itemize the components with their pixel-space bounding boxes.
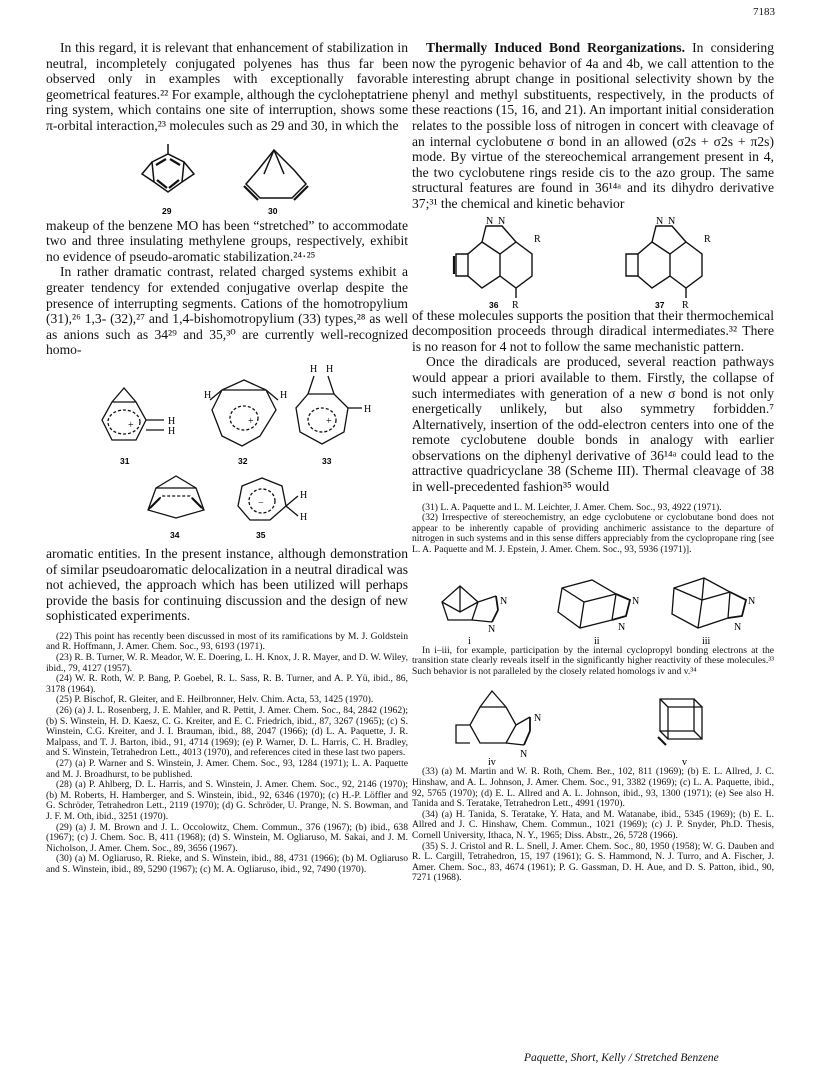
compound-label: 32 (238, 455, 248, 466)
footnote: (33) (a) M. Martin and W. R. Roth, Chem. Ber., 102, 811 (1969); (b) E. L. Allred, J. C. Hinshaw, and A. L. Johnson, J. Amer. Chem. Soc., 91, 3382 (1969); (c) L. A. Paquette, ibid., 92, 5765 (1970); (d) E. L. Allred and A. L. Johnson, ibid., 93, 1300 (1971); (e) See also H. Tanida and S. Teratake, Tetrahedron Lett., 4991 (1970). (412, 766, 774, 810)
running-footer: Paquette, Short, Kelly / Stretched Benzene (524, 1052, 719, 1064)
atom-N: N (498, 215, 506, 227)
atom-H: H (364, 403, 372, 415)
compound-label: iv (488, 757, 496, 768)
paragraph: of these molecules supports the position that their thermochemical decomposition proceeds through diradical intermediates.³² There is no reason for 4 not to follow the same mechanistic pattern. (412, 307, 774, 354)
paragraph: In this regard, it is relevant that enhancement of stabilization in neutral, incompletely conjugated polyenes has thus far been observed only in examples with exceptionally favorable geometrical features.²² For example, although the cycloheptatriene ring system, which contains one site of interruption, shows some π-orbital interaction,²³ molecules such as 29 and 30, in which the (46, 40, 408, 133)
atom-N: N (500, 595, 508, 607)
page-number: 7183 (753, 6, 775, 18)
atom-H: H (300, 511, 308, 523)
footnotes-left (46, 632, 408, 876)
atom-N: N (486, 215, 494, 227)
footnote: (35) S. J. Cristol and R. L. Snell, J. Amer. Chem. Soc., 80, 1950 (1958); W. G. Dauben and R. L. Cargill, Tetrahedron, 15, 197 (1961); G. S. Hammond, N. J. Turro, and A. Fischer, J. Amer. Chem. Soc., 83, 4674 (1961); P. G. Gassman, D. H. Aue, and D. S. Patton, ibid., 90, 7271 (1968). (412, 840, 774, 884)
atom-N: N (734, 621, 742, 633)
atom-H: H (326, 363, 334, 375)
atom-R: R (512, 299, 519, 308)
footnote: (22) This point has recently been discussed in most of its ramifications by M. J. Goldstein and R. Hoffmann, J. Amer. Chem. Soc., 93, 6193 (1971). (46, 630, 408, 653)
atom-N: N (632, 595, 640, 607)
footnote: (30) (a) M. Ogliaruso, R. Rieke, and S. Winstein, ibid., 88, 4731 (1966); (b) M. Ogliaruso and S. Winstein, ibid., 89, 5290 (1967); (c) M. A. Ogliaruso, ibid., 92, 7490 (1970). (46, 853, 408, 875)
atom-R: R (682, 299, 689, 308)
figure-29-30 (46, 134, 408, 218)
atom-H: H (280, 389, 288, 401)
atom-H: H (300, 489, 308, 501)
footnote: In i–iii, for example, participation by the internal cyclopropyl bonding electrons at the transition state clearly reveals itself in the significantly higher reactivity of these molecules.³³ Such behavior is not paralleled by the closely related homologs iv and v.³⁴ (412, 644, 774, 677)
atom-N: N (488, 623, 496, 635)
atom-N: N (656, 215, 664, 227)
compound-label: i (468, 635, 471, 646)
footnote: (32) Irrespective of stereochemistry, an edge cyclobutene or cyclobutane bond does not appear to be inherently capable of providing anchimeric assistance to the departure of nitrogen in such systems and in this sense differs appreciably from the cyclopropane ring [see L. A. Paquette and M. J. Epstein, J. Amer. Chem. Soc., 93, 5936 (1971)]. (412, 512, 774, 556)
footnote: (27) (a) P. Warner and S. Winstein, J. Amer. Chem. Soc., 93, 1284 (1971); L. A. Paquette and M. J. Broadhurst, to be published. (46, 758, 408, 780)
atom-H: H (168, 415, 176, 427)
compound-label: iii (702, 635, 711, 646)
atom-N: N (618, 621, 626, 633)
paragraph: In rather dramatic contrast, related charged systems exhibit a greater tendency for extended conjugative overlap despite the presence of interrupting segments. Cations of the homotropylium (31),²⁶ 1,3- (32),²⁷ and 1,4-bishomotropylium (33) types,²⁸ as well as anions such as 34²⁹ and 35,³⁰ are currently well-recognized homo- (46, 264, 408, 358)
atom-N: N (668, 215, 676, 227)
atom-R: R (534, 233, 541, 245)
atom-N: N (748, 595, 756, 607)
atom-N: N (520, 749, 528, 761)
atom-H: H (310, 363, 318, 375)
footnotes-right (412, 503, 774, 884)
figure-31-35 (46, 358, 408, 546)
compound-label: 30 (268, 205, 278, 216)
atom-N: N (534, 713, 542, 725)
charge: + (326, 415, 332, 427)
paragraph: Thermally Induced Bond Reorganizations. In considering now the pyrogenic behavior of 4a and 4b, we call attention to the interesting abrupt change in positional selectivity shown by the phenyl and methyl substituents, respectively, in the products of these reactions (15, 16, and 21). An important initial consideration relates to the possible loss of nitrogen in concert with cleavage of an internal cyclobutene σ bond in an allowed (σ2s + σ2s + π2s) mode. By virtue of the stereochemical arrangement present in 4, the two cyclobutene rings reside cis to the azo group. The same structural features are found in 36¹⁴ᵃ and its dihydro derivative 37;³¹ the chemical and kinetic behavior (412, 40, 774, 211)
compound-label: 36 (489, 299, 499, 308)
charge: + (248, 415, 254, 427)
figure-iv-v (412, 677, 774, 767)
compound-label: 34 (170, 529, 180, 540)
compound-label: ii (594, 635, 600, 646)
footnote: (26) (a) J. L. Rosenberg, J. E. Mahler, and R. Pettit, J. Amer. Chem. Soc., 84, 2842 (1962); (b) S. Winstein, H. D. Kaesz, C. G. Kreiter, and E. C. Friedrich, ibid., 87, 3267 (1965); (c) S. Winstein, C.G. Kreiter, and J. I. Brauman, ibid., 88, 2047 (1966); (d) L. A. Paquette, J. R. Malpass, and T. J. Barton, ibid., 91, 4714 (1969); (e) P. Warner, D. L. Harris, C. H. Bradley, and S. Winstein, Tetrahedron Lett., 4013 (1970), and references cited in these last two papers. (46, 705, 408, 759)
atom-H: H (168, 425, 176, 437)
footnote: (31) L. A. Paquette and L. M. Leichter, J. Amer. Chem. Soc., 93, 4922 (1971). (422, 501, 722, 513)
compound-label: 31 (120, 455, 130, 466)
paragraph: aromatic entities. In the present instance, although demonstration of similar pseudoaromatic delocalization in a neutral diradical was not achieved, the approach which has been utilized will perhaps provide the basis for continuing discussion and the design of new sophisticated experiments. (46, 545, 408, 624)
paragraph: makeup of the benzene MO has been “stretched” to accommodate two and three insulating methylene groups, respectively, exhibit no evidence of pseudo-aromatic stabilization.²⁴·²⁵ (46, 217, 408, 264)
compound-label: 33 (322, 455, 332, 466)
atom-R: R (704, 233, 711, 245)
charge: − (258, 497, 264, 509)
footnote: (25) P. Bischof, R. Gleiter, and E. Heilbronner, Helv. Chim. Acta, 53, 1425 (1970). (56, 694, 374, 706)
figure-36-37 (412, 212, 774, 308)
compound-label: v (682, 757, 687, 768)
compound-label: 37 (655, 299, 665, 308)
footnote: (23) R. B. Turner, W. R. Meador, W. E. Doering, L. H. Knox, J. R. Mayer, and D. W. Wiley, ibid., 79, 4127 (1957). (46, 652, 408, 674)
footnote: (34) (a) H. Tanida, S. Teratake, Y. Hata, and M. Watanabe, ibid., 5345 (1969); (b) E. L. Allred and J. C. Hinshaw, Chem. Commun., 1021 (1969); (c) J. P. Snyder, Ph.D. Thesis, Cornell University, Ithaca, N. Y., 1965; Diss. Abstr., 26, 5728 (1966). (412, 808, 774, 841)
footnote: (29) (a) J. M. Brown and J. L. Occolowitz, Chem. Commun., 376 (1967); (b) ibid., 638 (1967); (c) J. Chem. Soc. B, 411 (1968); (d) S. Winstein, M. Ogliaruso, M. Sakai, and J. M. Nicholson, J. Amer. Chem. Soc., 89, 3656 (1967). (46, 821, 408, 854)
section-heading: Thermally Induced Bond Reorganizations. (426, 40, 685, 55)
atom-H: H (204, 389, 212, 401)
left-column (46, 40, 408, 876)
footnote: (28) (a) P. Ahlberg, D. L. Harris, and S. Winstein, J. Amer. Chem. Soc., 92, 2146 (1970); (b) M. Roberts, H. Hamberger, and S. Winstein, ibid., 92, 6346 (1970); (c) H.-P. Löffler and G. Schröder, Tetrahedron Lett., 2119 (1970); (d) G. Schröder, U. Prange, N. S. Bowman, and J. F. M. Oth, ibid., 3251 (1970). (46, 779, 408, 822)
compound-label: 29 (162, 205, 172, 216)
figure-i-iii (412, 556, 774, 646)
charge: + (128, 419, 134, 431)
compound-label: 35 (256, 529, 266, 540)
right-column (412, 40, 774, 884)
footnote: (24) W. R. Roth, W. P. Bang, P. Goebel, R. L. Sass, R. B. Turner, and A. P. Yü, ibid., 86, 3178 (1964). (46, 673, 408, 695)
paragraph: Once the diradicals are produced, several reaction pathways would appear a priori available to them. Firstly, the collapse of such intermediates with generation of a new σ bond is not only energetically unlikely, but also symmetry forbidden.⁷ Alternatively, insertion of the odd-electron centers into one of the remote cyclobutene double bonds in analogy with earlier observations on the diphenyl derivative of 36¹⁴ᵃ could lead to the attractive quadricyclane 38 (Scheme III). Thermal cleavage of 38 in well-precedented fashion³⁵ would (412, 354, 774, 495)
